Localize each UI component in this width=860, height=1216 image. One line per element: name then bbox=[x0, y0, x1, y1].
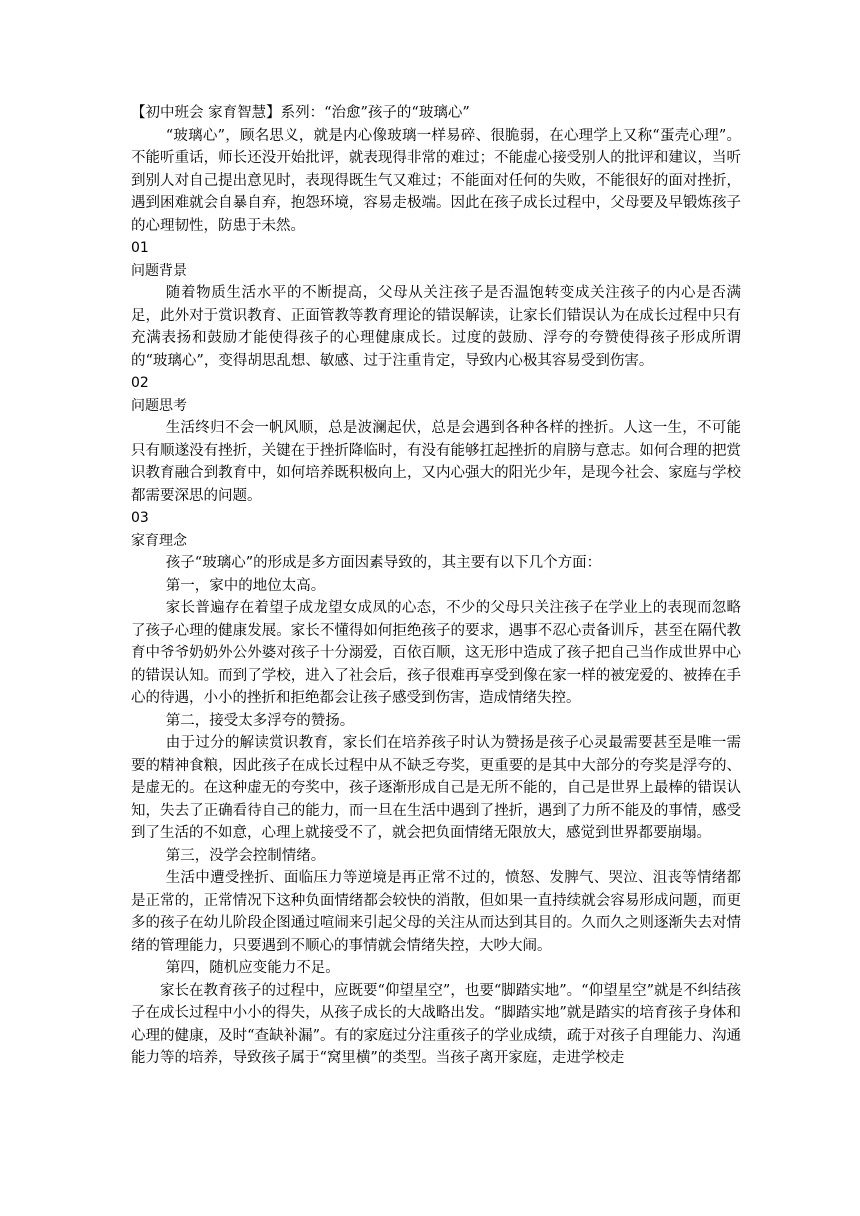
point-3-body: 生活中遭受挫折、面临压力等逆境是再正常不过的，愤怒、发脾气、哭泣、沮丧等情绪都是正常的，正常情况下这种负面情绪都会较快的消散，但如果一直持续就会容易形成问题，而更多的孩子在幼儿阶段企图通过喧闹来引起父母的关注从而达到其目的。久而久之则逐渐失去对情绪的管理能力，只要遇到不顺心的事情就会情绪失控，大吵大闹。 bbox=[131, 870, 741, 954]
point-4-body: 家长在教育孩子的过程中，应既要“仰望星空”，也要“脚踏实地”。“仰望星空”就是不纠结孩子在成长过程中小小的得失，从孩子成长的大战略出发。“脚踏实地”就是踏实的培育孩子身体和心理的健康，及时“查缺补漏”。有的家庭过分注重孩子的学业成绩，疏于对孩子自理能力、沟通能力等的培养，导致孩子属于“窝里横”的类型。当孩子离开家庭，走进学校走 bbox=[131, 982, 741, 1066]
section-1-title: 问题背景 bbox=[131, 262, 187, 279]
point-1-title: 第一，家中的地位太高。 bbox=[165, 577, 326, 594]
point-2-body: 由于过分的解读赏识教育，家长们在培养孩子时认为赞扬是孩子心灵最需要甚至是唯一需要的精神食粮，因此孩子在成长过程中从不缺乏夸奖，更重要的是其中大部分的夸奖是浮夸的、是虚无的。在这种虚无的夸奖中，孩子逐渐形成自己是无所不能的，自己是世界上最棒的错误认知，失去了正确看待自己的能力，而一旦在生活中遇到了挫折，遇到了力所不能及的事情，感受到了生活的不如意，心理上就接受不了，就会把负面情绪无限放大，感觉到世界都要崩塌。 bbox=[131, 735, 741, 841]
section-2-paragraph: 生活终归不会一帆风顺，总是波澜起伏，总是会遇到各种各样的挫折。人这一生，不可能只有顺遂没有挫折，关键在于挫折降临时，有没有能够扛起挫折的肩膀与意志。如何合理的把赏识教育融合到教育中，如何培养既积极向上，又内心强大的阳光少年，是现今社会、家庭与学校都需要深思的问题。 bbox=[131, 420, 741, 504]
point-4-title: 第四，随机应变能力不足。 bbox=[165, 960, 340, 976]
section-3-number: 03 bbox=[131, 510, 149, 526]
intro-paragraph: “玻璃心”，顾名思义，就是内心像玻璃一样易碎、很脆弱，在心理学上又称“蛋壳心理”。不能听重话，师长还没开始批评，就表现得非常的难过；不能虚心接受别人的批评和建议，当听到别人对自己提出意见时，表现得既生气又难过；不能面对任何的失败，不能很好的面对挫折，遇到困难就会自暴自弃，抱怨环境，容易走极端。因此在孩子成长过程中，父母要及早锻炼孩子的心理韧性，防患于未然。 bbox=[131, 127, 741, 234]
section-2-number: 02 bbox=[131, 375, 149, 391]
point-3-title: 第三，没学会控制情绪。 bbox=[165, 847, 326, 864]
section-1-paragraph: 随着物质生活水平的不断提高，父母从关注孩子是否温饱转变成关注孩子的内心是否满足，此外对于赏识教育、正面管教等教育理论的错误解读，让家长们错误认为在成长过程中只有充满表扬和鼓励才能使得孩子的心理健康成长。过度的鼓励、浮夸的夸赞使得孩子形成所谓的“玻璃心”，变得胡思乱想、敏感、过于注重肯定，导致内心极其容易受到伤害。 bbox=[131, 285, 741, 369]
section-2-title: 问题思考 bbox=[131, 397, 187, 414]
point-2-title: 第二，接受太多浮夸的赞扬。 bbox=[165, 712, 355, 729]
section-3-title: 家育理念 bbox=[131, 532, 187, 549]
document-body bbox=[131, 102, 741, 1070]
section-1-number: 01 bbox=[131, 240, 149, 256]
point-1-body: 家长普遍存在着望子成龙望女成凤的心态，不少的父母只关注孩子在学业上的表现而忽略了孩子心理的健康发展。家长不懂得如何拒绝孩子的要求，遇事不忍心责备训斥，甚至在隔代教育中爷爷奶奶外公外婆对孩子十分溺爱，百依百顺，这无形中造成了孩子把自己当作成世界中心的错误认知。而到了学校，进入了社会后，孩子很难再享受到像在家一样的被宠爱的、被捧在手心的待遇，小小的挫折和拒绝都会让孩子感受到伤害，造成情绪失控。 bbox=[131, 600, 741, 706]
document-title: 【初中班会 家育智慧】系列：“治愈”孩子的“玻璃心” bbox=[131, 105, 470, 121]
section-3-intro: 孩子“玻璃心”的形成是多方面因素导致的，其主要有以下几个方面： bbox=[165, 555, 602, 571]
